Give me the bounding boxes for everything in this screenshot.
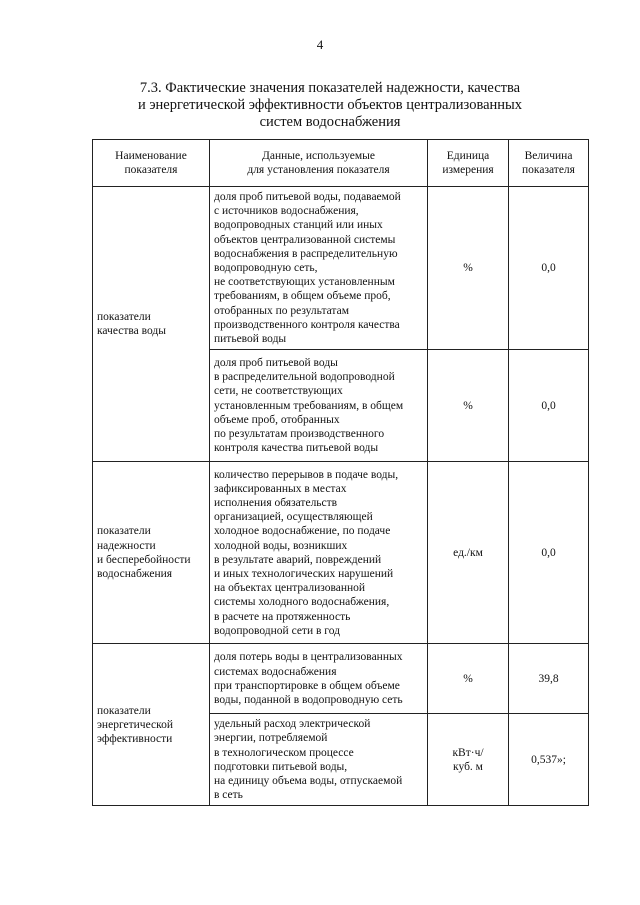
- description-line: водопроводных станций или иных: [214, 219, 383, 232]
- title-line: и энергетической эффективности объектов централизованных: [137, 97, 523, 113]
- description-line: сети, не соответствующих: [214, 385, 343, 398]
- header-line: для установления показателя: [247, 164, 390, 176]
- description-line: в результате аварий, повреждений: [214, 553, 382, 566]
- unit-line: %: [463, 672, 473, 685]
- description-line: производственного контроля качества: [214, 318, 400, 331]
- description-line: холодное водоснабжение, по подаче: [214, 525, 391, 538]
- description-line: контроля качества питьевой воды: [214, 442, 379, 455]
- description-line: отобранных по результатам: [214, 304, 349, 317]
- data-description: [210, 644, 428, 714]
- header-line: Данные, используемые: [262, 149, 375, 162]
- description-line: установленным требованиям, в общем: [214, 399, 404, 412]
- description-line: удельный расход электрической: [214, 718, 371, 731]
- value-cell: 0,0: [509, 462, 589, 644]
- description-line: воды, поданной в водопроводную сеть: [214, 693, 403, 706]
- group-name-line: водоснабжения: [97, 567, 173, 580]
- description-line: водоснабжения в распределительную: [214, 247, 398, 260]
- header-row: [93, 140, 589, 187]
- description-line: водопроводной сети в год: [214, 624, 340, 637]
- unit-line: куб. м: [453, 760, 483, 773]
- group-name-line: показатели: [97, 525, 151, 538]
- header-line: показателя: [522, 164, 575, 176]
- description-line: организацией, осуществляющей: [214, 511, 373, 524]
- description-line: в сеть: [214, 789, 243, 802]
- unit-cell: [428, 187, 509, 350]
- unit-line: кВт·ч/: [452, 746, 484, 759]
- header-indicator-name: [93, 140, 210, 187]
- description-line: доля проб питьевой воды: [214, 357, 338, 370]
- group-name-line: эффективности: [97, 732, 173, 745]
- description-line: в распределительной водопроводной: [214, 371, 395, 384]
- value-cell: 0,537»;: [509, 714, 589, 806]
- group-name-water-quality: [93, 187, 210, 462]
- description-line: системах водоснабжения: [214, 665, 337, 678]
- page-number: 4: [316, 37, 324, 52]
- unit-cell: [428, 350, 509, 462]
- description-line: на единицу объема воды, отпускаемой: [214, 775, 403, 788]
- description-line: питьевой воды: [214, 333, 287, 346]
- description-line: и иных технологических нарушений: [214, 567, 394, 580]
- description-line: объектов централизованной системы: [214, 233, 396, 246]
- section-title: [120, 80, 540, 131]
- value-cell: 39,8: [509, 644, 589, 714]
- group-name-line: качества воды: [97, 325, 166, 338]
- unit-line: %: [463, 399, 473, 412]
- header-line: Величина: [524, 149, 573, 162]
- group-name-reliability: [93, 462, 210, 644]
- description-line: на объектах централизованной: [214, 582, 366, 595]
- description-line: зафиксированных в местах: [214, 482, 347, 495]
- description-line: водопроводную сеть,: [214, 262, 318, 275]
- title-line: 7.3. Фактические значения показателей надежности, качества: [139, 80, 521, 96]
- table-row: [93, 462, 589, 644]
- description-line: исполнения обязательств: [214, 496, 338, 509]
- description-line: доля проб питьевой воды, подаваемой: [214, 191, 401, 203]
- description-line: системы холодного водоснабжения,: [214, 596, 390, 609]
- group-name-line: и бесперебойности: [97, 553, 191, 566]
- description-line: подготовки питьевой воды,: [214, 760, 348, 773]
- header-line: Единица: [446, 149, 490, 162]
- description-line: объеме проб, отобранных: [214, 413, 340, 426]
- group-name-energy-efficiency: [93, 644, 210, 806]
- description-line: требованиям, в общем объеме проб,: [214, 290, 391, 303]
- group-name-line: энергетической: [97, 718, 173, 731]
- header-data-used: [210, 140, 428, 187]
- header-value: [509, 140, 589, 187]
- description-line: доля потерь воды в централизованных: [214, 651, 403, 664]
- description-line: по результатам производственного: [214, 428, 385, 441]
- header-line: показателя: [124, 164, 178, 176]
- table-row: [93, 644, 589, 714]
- description-line: в технологическом процессе: [214, 746, 354, 759]
- unit-line: ед./км: [453, 546, 483, 559]
- table-row: [93, 187, 589, 350]
- description-line: не соответствующих установленным: [214, 276, 395, 289]
- description-line: при транспортировке в общем объеме: [214, 679, 400, 692]
- description-line: холодной воды, возникших: [214, 539, 348, 552]
- header-unit: [428, 140, 509, 187]
- description-line: количество перерывов в подаче воды,: [214, 468, 399, 481]
- group-name-line: надежности: [97, 539, 156, 552]
- unit-cell: [428, 714, 509, 806]
- indicators-table: [92, 139, 589, 806]
- group-name-line: показатели: [97, 310, 151, 323]
- header-line: Наименование: [115, 149, 187, 162]
- data-description: [210, 350, 428, 462]
- value-cell: 0,0: [509, 187, 589, 350]
- description-line: в расчете на протяженность: [214, 610, 351, 623]
- data-description: [210, 462, 428, 644]
- description-line: с источников водоснабжения,: [214, 205, 359, 218]
- title-line: систем водоснабжения: [259, 114, 401, 130]
- description-line: энергии, потребляемой: [214, 732, 328, 745]
- header-line: измерения: [442, 164, 494, 176]
- data-description: [210, 187, 428, 350]
- unit-cell: [428, 644, 509, 714]
- data-description: [210, 714, 428, 806]
- value-cell: 0,0: [509, 350, 589, 462]
- group-name-line: показатели: [97, 704, 151, 717]
- unit-cell: [428, 462, 509, 644]
- unit-line: %: [463, 262, 473, 275]
